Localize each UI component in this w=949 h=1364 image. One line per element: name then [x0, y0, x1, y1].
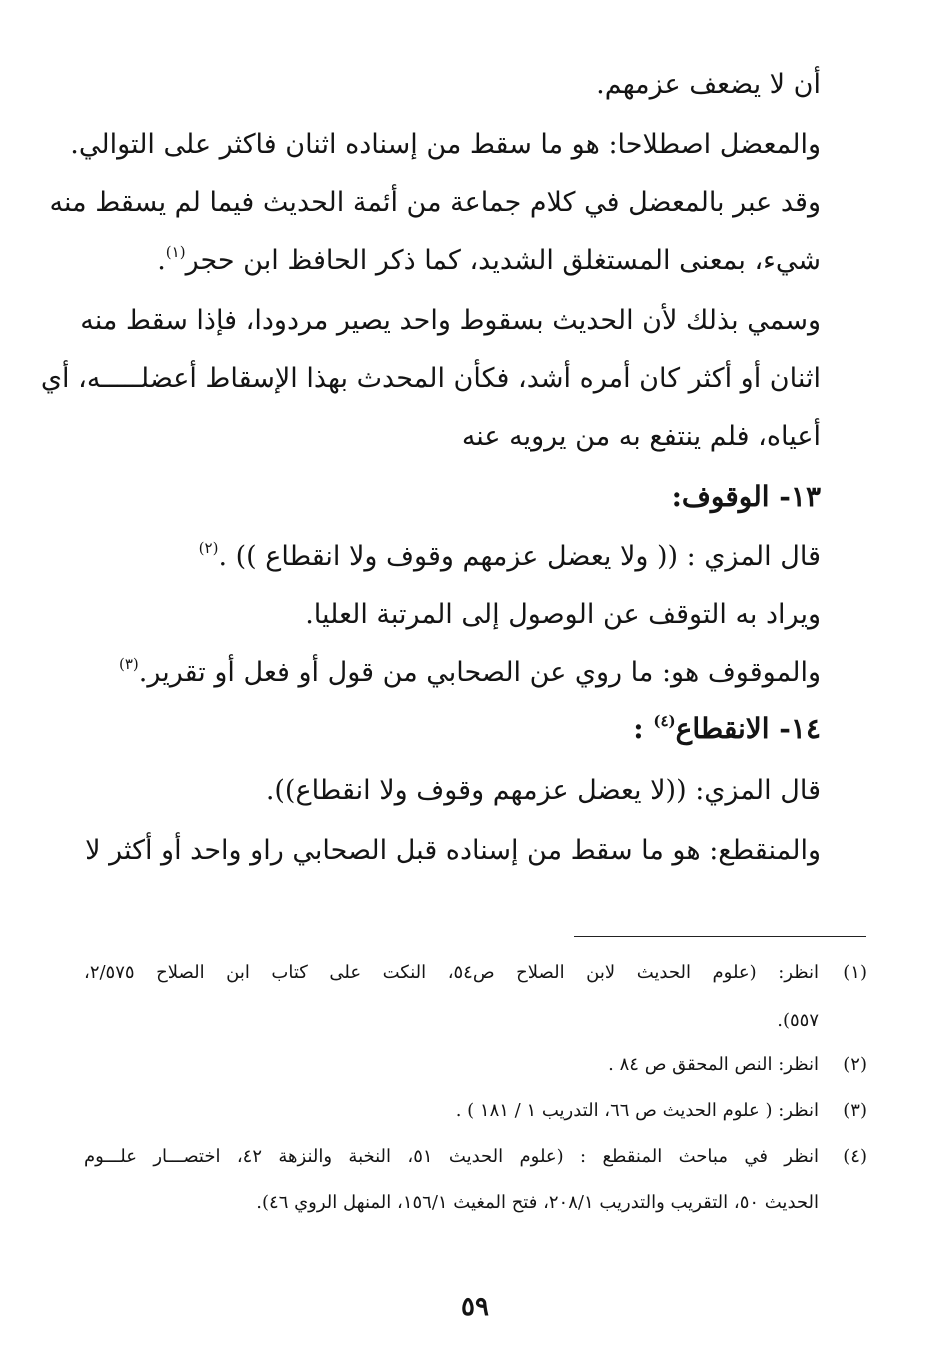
body-line-4: شيء، بمعنى المستغلق الشديد، كما ذكر الحافظ ابن حجر$^{(١)}$.: [157, 243, 821, 276]
body-line-4-text: شيء، بمعنى المستغلق الشديد، كما ذكر الحافظ ابن حجر: [185, 245, 821, 276]
footnote-ref-4: (٤): [653, 712, 676, 730]
footnote-2-number: (٢): [843, 1054, 867, 1075]
heading-14-text: ١٤- الانقطاع: [675, 712, 821, 745]
body-line-13-def: [88, 656, 821, 690]
footnote-separator: [574, 936, 866, 937]
body-line-14-def: والمنقطع: هو ما سقط من إسناده قبل الصحابي راو واحد أو أكثر لا: [85, 835, 821, 866]
footnote-ref-1: (١): [165, 243, 186, 261]
footnote-3-text: انظر: ( علوم الحديث ص ٦٦، التدريب ١ / ١٨١ ) .: [455, 1100, 819, 1121]
body-line-7: أعياه، فلم ينتفع به من يرويه عنه: [461, 421, 821, 452]
body-line-2: والمعضل اصطلاحا: هو ما سقط من إسناده اثنان فاكثر على التوالي.: [70, 129, 821, 160]
footnote-1-continuation: ٥٥٧).: [777, 1010, 819, 1031]
footnote-1-number: (١): [843, 962, 867, 983]
body-line-3: وقد عبر بالمعضل في كلام جماعة من أئمة الحديث فيما لم يسقط منه: [49, 187, 821, 218]
footnote-2-text: انظر: النص المحقق ص ٨٤ .: [608, 1054, 819, 1075]
footnote-ref-3: (٣): [118, 655, 139, 673]
body-line-5: وسمي بذلك لأن الحديث بسقوط واحد يصير مردودا، فإذا سقط منه: [80, 305, 821, 336]
def-13-text: والموقوف هو: ما روي عن الصحابي من قول أو فعل أو تقرير.: [138, 657, 821, 688]
heading-14-colon: :: [633, 712, 654, 745]
footnote-1-text: انظر: (علوم الحديث لابن الصلاح ص٥٤، النكت على كتاب ابن الصلاح ٢/٥٧٥،: [84, 962, 819, 983]
footnote-ref-2: (٢): [198, 539, 219, 557]
section-heading-14: [88, 712, 821, 746]
footnote-4-number: (٤): [843, 1146, 867, 1167]
body-line-14-quote: قال المزي: ((لا يعضل عزمهم وقوف ولا انقطاع)).: [265, 775, 821, 806]
section-heading-13: ١٣- الوقوف:: [671, 480, 821, 513]
body-line-1: أن لا يضعف عزمهم.: [596, 69, 821, 100]
footnote-4-continuation: الحديث ٥٠، التقريب والتدريب ٢٠٨/١، فتح المغيث ١٥٦/١، المنهل الروي ٤٦).: [256, 1192, 819, 1213]
body-line-6: اثنان أو أكثر كان أمره أشد، فكأن المحدث بهذا الإسقاط أعضلـــــه، أي: [40, 363, 821, 394]
page-number: ٥٩: [461, 1292, 489, 1322]
footnote-3-number: (٣): [843, 1100, 867, 1121]
body-line-13-meaning: ويراد به التوقف عن الوصول إلى المرتبة العليا.: [305, 599, 821, 630]
footnote-4-text: انظر في مباحث المنقطع : (علوم الحديث ٥١، النخبة والنزهة ٤٢، اختصـــار علـــوم: [84, 1146, 820, 1167]
body-line-13-quote: [88, 540, 821, 574]
quote-13-text: قال المزي : (( ولا يعضل عزمهم وقوف ولا انقطاع )) .: [218, 541, 821, 572]
